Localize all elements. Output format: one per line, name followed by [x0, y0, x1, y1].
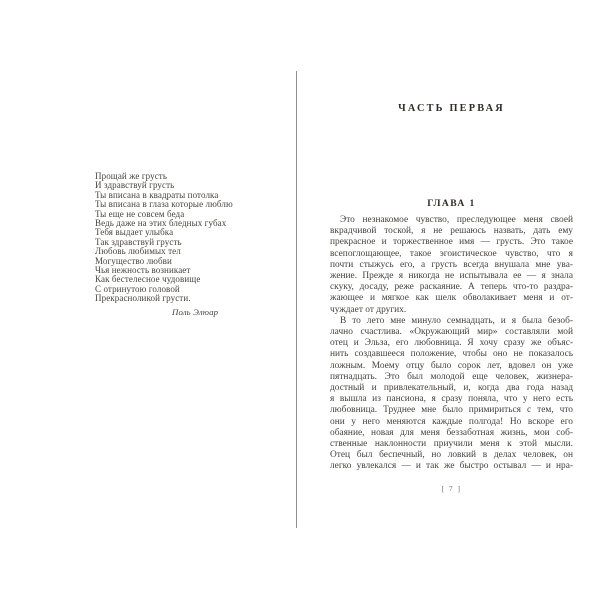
epigraph-line: Прощай же грусть	[95, 171, 168, 181]
body-line: чуждает от других.	[330, 304, 407, 315]
epigraph-line: Так здравствуй грусть	[95, 236, 182, 247]
page-number: [ 7 ]	[441, 484, 462, 493]
chapter-title: ГЛАВА 1	[427, 198, 476, 209]
epigraph-line: Тебя выдает улыбка	[95, 227, 174, 238]
body-line: всепоглощающее, такое эгоистическое чувство, что я	[330, 248, 573, 259]
body-line: жение. Прежде я никогда не испытывала ее — я знала	[330, 271, 573, 282]
epigraph-line: Ведь даже на этих бледных губах	[95, 218, 227, 229]
epigraph-line: Прекрасноликой грусти.	[95, 293, 191, 304]
epigraph-lines	[95, 172, 260, 304]
body-line: жающее и мягкое как шелк обволакивает меня и от-	[330, 293, 573, 304]
body-line: любовница. Труднее мне было примириться с тем, что	[330, 405, 573, 416]
epigraph-attribution: Поль Элюар	[172, 306, 219, 317]
body-line: прекрасное и торжественное имя — грусть. Это такое	[330, 237, 573, 248]
body-line: легко увлекался — и так же быстро остывал — и нра-	[330, 461, 573, 472]
epigraph-line: И здравствуй грусть	[95, 180, 175, 191]
left-page-epigraph	[95, 172, 260, 317]
body-line: я вышла из пансиона, я сразу поняла, что у него есть	[330, 394, 573, 405]
epigraph-line: Ты вписана в квадраты потолка	[95, 189, 219, 200]
epigraph-line: Ты еще не совсем беда	[95, 208, 185, 219]
epigraph-line: Любовь любимых тел	[95, 246, 181, 257]
body-line: пятнадцать. Это был молодой еще человек, жизнера-	[330, 371, 573, 382]
epigraph-line: С отринутою головой	[95, 283, 180, 294]
body-line: вкрадчивой тоской, я не решаюсь назвать, дать ему	[330, 226, 573, 237]
body-line: Это незнакомое чувство, преследующее меня своей	[340, 215, 573, 225]
page-spine-divider	[296, 71, 298, 528]
body-line: отец и Эльза, его любовница. Я хочу сразу же объяс-	[330, 338, 573, 349]
body-line: достный и привлекательный, и, когда два года назад	[330, 383, 573, 394]
body-line: ложным. Моему отцу было сорок лет, вдовел он уже	[330, 360, 573, 371]
body-line: лачно счастлива. «Окружающий мир» составляли мой	[330, 327, 573, 338]
body-line: В то лето мне минуло семнадцать, и я была безоб-	[340, 315, 573, 326]
body-line: скуку, досаду, реже раскаяние. А теперь что-то раздра-	[330, 282, 573, 293]
body-line: ственные наклонности приучили меня к этой мысли.	[330, 439, 573, 450]
body-line: обаяние, новая для меня беззаботная жизнь, мои соб-	[330, 427, 573, 438]
body-line: нить создавшееся положение, чтобы оно не показалось	[330, 349, 573, 360]
body-line: они у него меняются каждые полгода! Но вскоре его	[330, 416, 573, 427]
epigraph-line: Как бестелесное чудовище	[95, 274, 201, 285]
epigraph-line: Ты вписана в глаза которые люблю	[95, 199, 233, 210]
epigraph-line: Чья нежность возникает	[95, 265, 191, 276]
part-title: ЧАСТЬ ПЕРВАЯ	[398, 103, 505, 114]
body-line: почти стыжусь его, а грусть всегда внушала мне ува-	[330, 259, 573, 270]
epigraph-line: Могущество любви	[95, 255, 172, 266]
body-text	[330, 215, 573, 473]
body-line: Отец был беспечный, но ловкий в делах человек, он	[330, 450, 573, 461]
